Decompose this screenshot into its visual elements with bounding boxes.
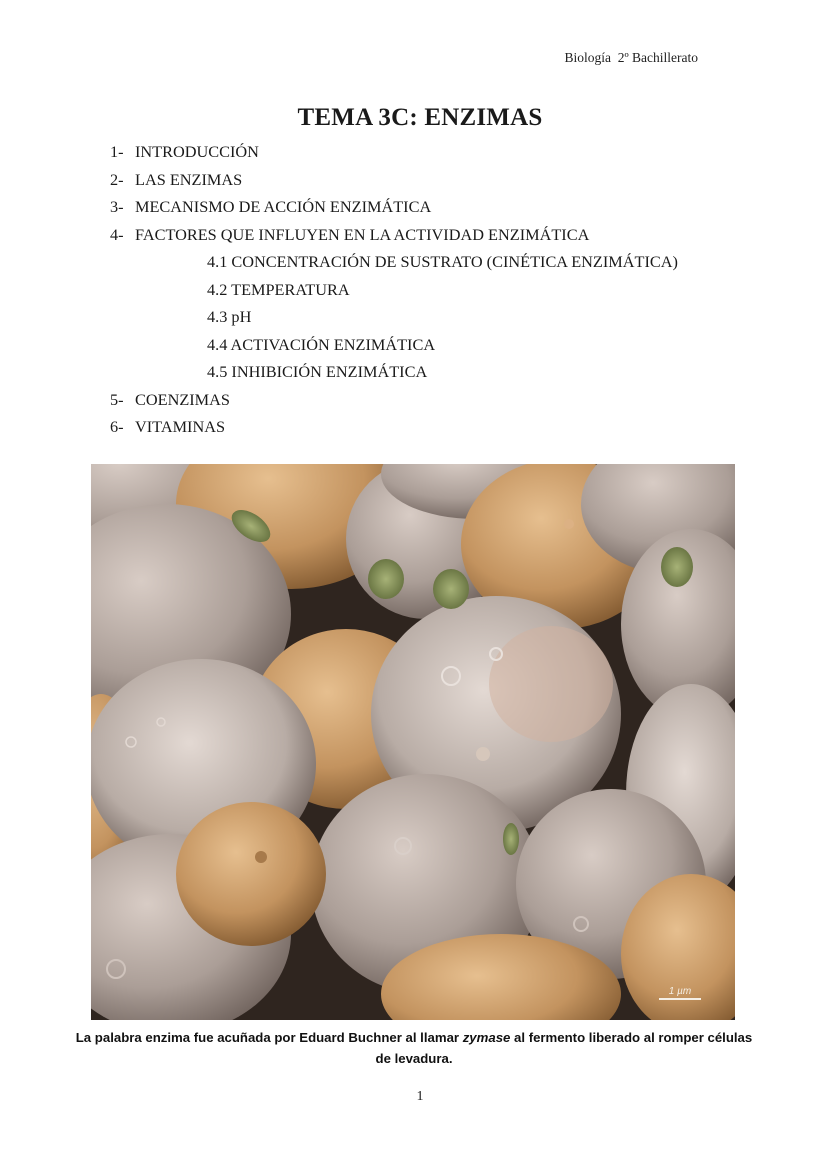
scale-bar xyxy=(659,986,701,1000)
course-header: Biología 2º Bachillerato xyxy=(564,50,698,65)
caption-text-end: al fermento liberado al romper células de levadura. xyxy=(375,1030,753,1066)
toc-label: 4.5 INHIBICIÓN ENZIMÁTICA xyxy=(207,362,428,381)
toc-subitem-4-4 xyxy=(207,335,435,355)
toc-label: MECANISMO DE ACCIÓN ENZIMÁTICA xyxy=(135,197,432,216)
page-number: 1 xyxy=(416,1089,424,1104)
toc-item-6 xyxy=(110,417,225,437)
toc-subitem-4-2 xyxy=(207,280,350,300)
toc-label: VITAMINAS xyxy=(135,417,226,436)
toc-label: INTRODUCCIÓN xyxy=(135,142,259,161)
toc-number: 1- xyxy=(110,142,124,161)
toc-item-1 xyxy=(110,142,259,162)
toc-label: COENZIMAS xyxy=(135,390,230,409)
toc-number: 4- xyxy=(110,225,124,244)
toc-label: 4.3 pH xyxy=(207,307,252,326)
toc-label: FACTORES QUE INFLUYEN EN LA ACTIVIDAD ENZIMÁTICA xyxy=(135,225,590,244)
yeast-micrograph-image xyxy=(91,464,735,1020)
scale-bar-line xyxy=(659,998,701,1000)
toc-number: 6- xyxy=(110,417,124,436)
scale-bar-label: 1 µm xyxy=(668,986,692,997)
toc-item-3 xyxy=(110,197,431,217)
caption-text: La palabra enzima fue acuñada por Eduard Buchner al llamar xyxy=(75,1030,463,1045)
toc-number: 3- xyxy=(110,197,124,216)
toc-item-2 xyxy=(110,170,242,190)
toc-label: LAS ENZIMAS xyxy=(135,170,243,189)
page-title: TEMA 3C: ENZIMAS xyxy=(297,104,543,131)
caption-italic-term: zymase xyxy=(462,1030,511,1045)
toc-label: 4.4 ACTIVACIÓN ENZIMÁTICA xyxy=(207,335,436,354)
toc-number: 2- xyxy=(110,170,124,189)
toc-item-5 xyxy=(110,390,230,410)
toc-number: 5- xyxy=(110,390,124,409)
toc-subitem-4-3 xyxy=(207,307,251,327)
toc-item-4 xyxy=(110,225,589,245)
toc-label: 4.2 TEMPERATURA xyxy=(207,280,350,299)
figure-caption xyxy=(70,1027,758,1069)
toc-subitem-4-1 xyxy=(207,252,678,272)
yeast-cells-illustration xyxy=(91,464,735,1020)
toc-subitem-4-5 xyxy=(207,362,427,382)
toc-label: 4.1 CONCENTRACIÓN DE SUSTRATO (CINÉTICA ENZIMÁTICA) xyxy=(207,252,678,271)
